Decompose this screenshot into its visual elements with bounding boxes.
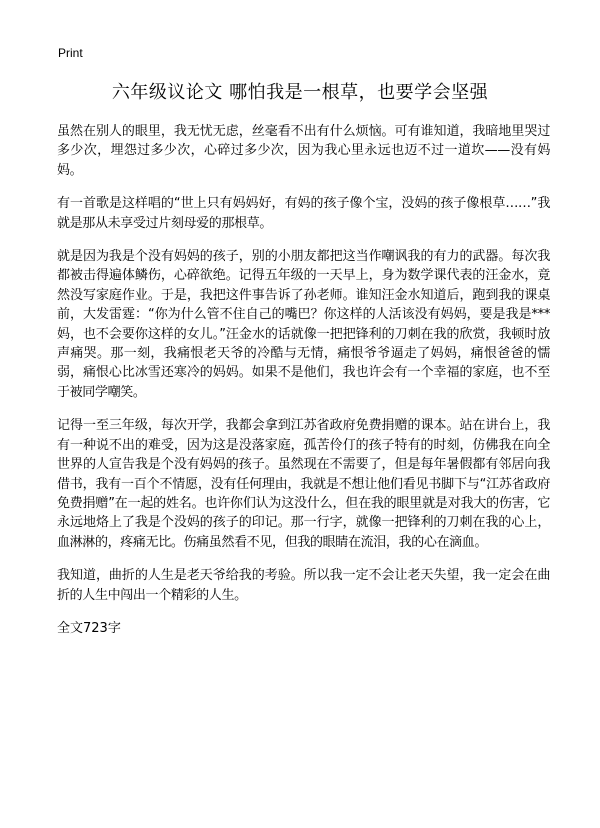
article-body [57,122,550,638]
word-count: 全文723字 [57,620,121,636]
paragraph-3: 就是因为我是个没有妈妈的孩子，别的小朋友都把这当作嘲讽我的有力的武器。每次我都被击得遍体鳞伤，心碎欲绝。记得五年级的一天早上，身为数学课代表的汪金水，竟然没写家庭作业。于是，我把这件事告诉了孙老师。谁知汪金水知道后，跑到我的课桌前，大发雷霆：“你为什么管不住自己的嘴巴？你这样的人活该没有妈妈，要是我是***妈，也不会要你这样的女儿。”汪金水的话就像一把把锋利的刀刺在我的欣赏，我顿时放声痛哭。那一刻，我痛恨老天爷的冷酷与无情，痛恨爷爷逼走了妈妈，痛恨爸爸的懦弱，痛恨心比冰雪还寒冷的妈妈。如果不是他们，我也许会有一个幸福的家庭，也不至于被同学嘲笑。 [57,249,550,400]
paragraph-5: 我知道，曲折的人生是老天爷给我的考验。所以我一定不会让老天失望，我一定会在曲折的人生中闯出一个精彩的人生。 [57,568,550,603]
print-link[interactable]: Print [58,46,83,60]
paragraph-1: 虽然在别人的眼里，我无忧无虑，丝毫看不出有什么烦恼。可有谁知道，我暗地里哭过多少次，埋怨过多少次，心碎过多少次，因为我心里永远也迈不过一道坎——没有妈妈。 [57,124,550,178]
paragraph-4: 记得一至三年级，每次开学，我都会拿到江苏省政府免费捐赠的课本。站在讲台上，我有一种说不出的难受，因为这是没落家庭，孤苦伶仃的孩子特有的时刻，仿佛我在向全世界的人宣告我是个没有妈妈的孩子。虽然现在不需要了，但是每年暑假都有邻居向我借书，我有一百个不情愿，没有任何理由，我就是不想让他们看见书脚下与“江苏省政府免费捐赠”在一起的姓名。也许你们认为这没什么，但在我的眼里就是对我大的伤害，它永远地烙上了我是个没妈的孩子的印记。那一行字，就像一把锋利的刀刺在我的心上，血淋淋的，疼痛无比。伤痛虽然看不见，但我的眼睛在流泪，我的心在滴血。 [57,418,550,550]
article-title: 六年级议论文 哪怕我是一根草，也要学会坚强 [111,82,489,103]
paragraph-2: 有一首歌是这样唱的“世上只有妈妈好，有妈的孩子像个宝，没妈的孩子像根草……”我就是那从未享受过片刻母爱的那根草。 [57,196,550,231]
